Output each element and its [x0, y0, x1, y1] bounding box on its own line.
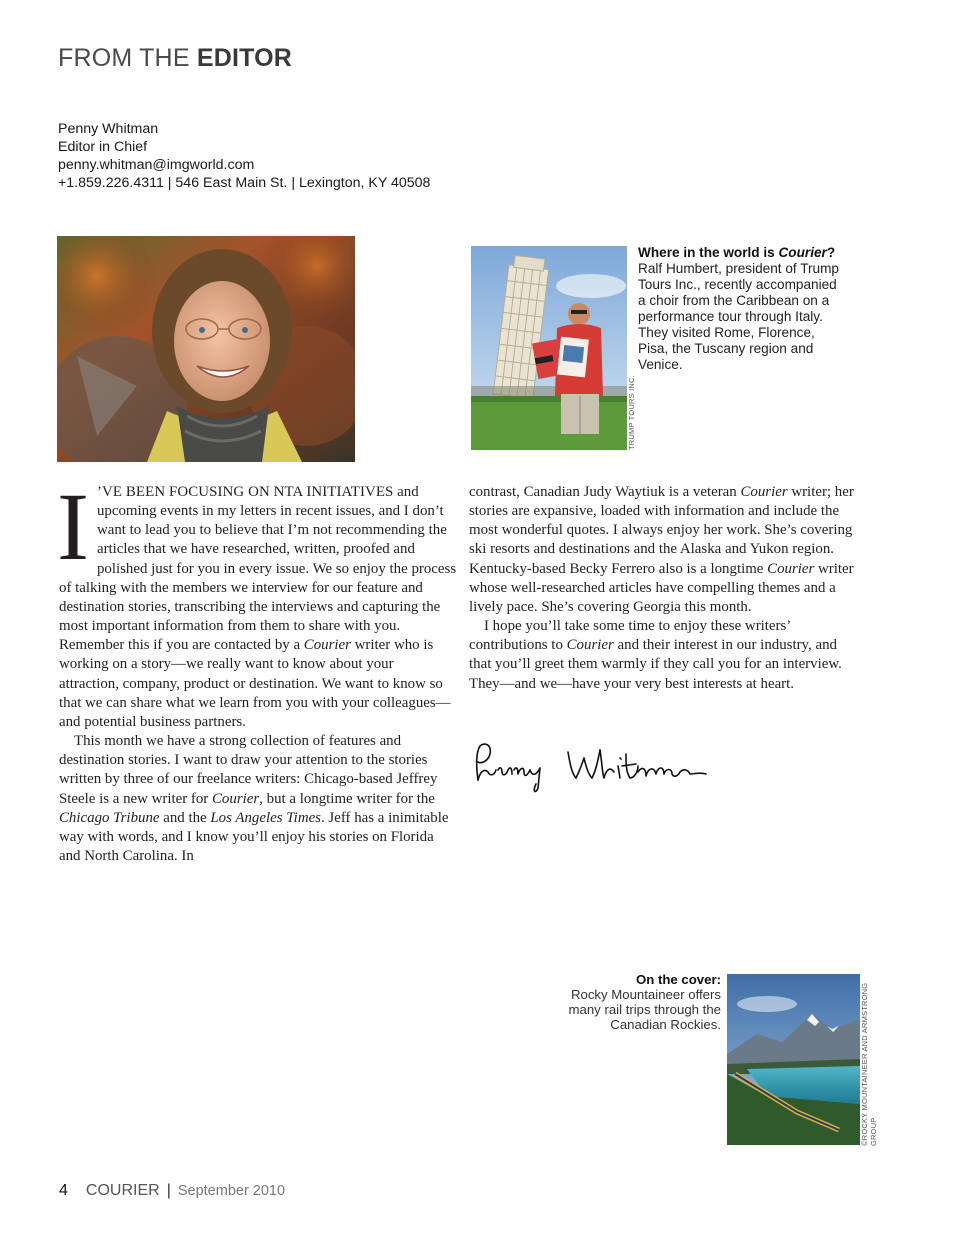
pisa-caption-body: Ralf Humbert, president of Trump Tours Inc., recently accompanied a choir from the Caribbean on a performance tour through Italy. They visited Rome, Florence, Pisa, the Tuscany region and Venice.	[638, 261, 839, 372]
pisa-caption	[638, 245, 848, 373]
editor-signature	[470, 736, 710, 796]
header-bold: EDITOR	[196, 44, 293, 72]
cover-caption-body: Rocky Mountaineer offers many rail trips through the Canadian Rockies.	[568, 987, 721, 1032]
page-number: 4	[59, 1182, 68, 1199]
cover-caption-title: On the cover:	[635, 972, 721, 987]
article-paragraph-2: This month we have a strong collection of features and destination stories. I want to draw your attention to the stories written by three of our freelance writers: Chicago-based Jeffrey Steele is a new writer for Courier, but a longtime writer for the Chicago Tribune and the Los Angeles Times. Jeff has a inimitable way with words, and I know you’ll enjoy his stories on Florida and North Carolina. In	[59, 733, 449, 864]
pisa-caption-title: Where in the world is Courier?	[638, 245, 836, 260]
article-paragraph-1: I ’VE BEEN FOCUSING ON NTA INITIATIVES and upcoming events in my letters in recent issues, and I don’t want to lead you to believe that I’m not recommending the articles that we have researched, written, proofed and polished just for you in every issue. We so enjoy the process of talking with the members we interview for our feature and destination stories, transcribing the interviews and capturing the most important information from them to share with you. Remember this if you are contacted by a Courier writer who is working on a story—we really want to know about your attraction, company, product or destination. We want to know so that we can share what we learn from you with your colleagues—and potential business partners.	[57, 473, 457, 730]
editor-contact	[58, 120, 430, 192]
article-column-left	[57, 473, 457, 866]
page-header	[58, 44, 292, 73]
editor-portrait-photo	[57, 236, 355, 462]
page-footer	[59, 1182, 285, 1200]
drop-cap: I	[57, 473, 89, 580]
editor-phone-address: +1.859.226.4311 | 546 East Main St. | Lexington, KY 40508	[58, 175, 431, 191]
cover-caption	[540, 972, 721, 1032]
article-paragraph-3: contrast, Canadian Judy Waytiuk is a veteran Courier writer; her stories are expansive, loaded with information and include the most wonderful quotes. I always enjoy her work. She’s covering ski resorts and destinations and the Alaska and Yukon region. Kentucky-based Becky Ferrero also is a longtime Courier writer whose well-researched articles have compelling themes and a lively pace. She’s covering Georgia this month.	[469, 484, 854, 615]
footer-separator: |	[166, 1182, 171, 1199]
cover-photo	[727, 974, 860, 1145]
magazine-name: COURIER	[85, 1182, 160, 1199]
pisa-photo	[471, 246, 627, 450]
editor-email[interactable]: penny.whitman@imgworld.com	[58, 157, 255, 173]
cover-photo-credit: ©ROCKY MOUNTAINEER AND ARMSTRONG GROUP	[860, 982, 878, 1146]
article-paragraph-4: I hope you’ll take some time to enjoy these writers’ contributions to Courier and their interest in our industry, and that you’ll greet them warmly if they call you for an interview. They—and we—have your very best interests at heart.	[469, 618, 842, 692]
issue-date: September 2010	[177, 1183, 286, 1199]
article-column-right	[469, 483, 855, 694]
editor-name: Penny Whitman	[58, 121, 159, 137]
header-light: FROM THE	[58, 44, 190, 72]
editor-title: Editor in Chief	[58, 139, 148, 155]
pisa-photo-credit: TRUMP TOURS INC.	[627, 375, 636, 450]
